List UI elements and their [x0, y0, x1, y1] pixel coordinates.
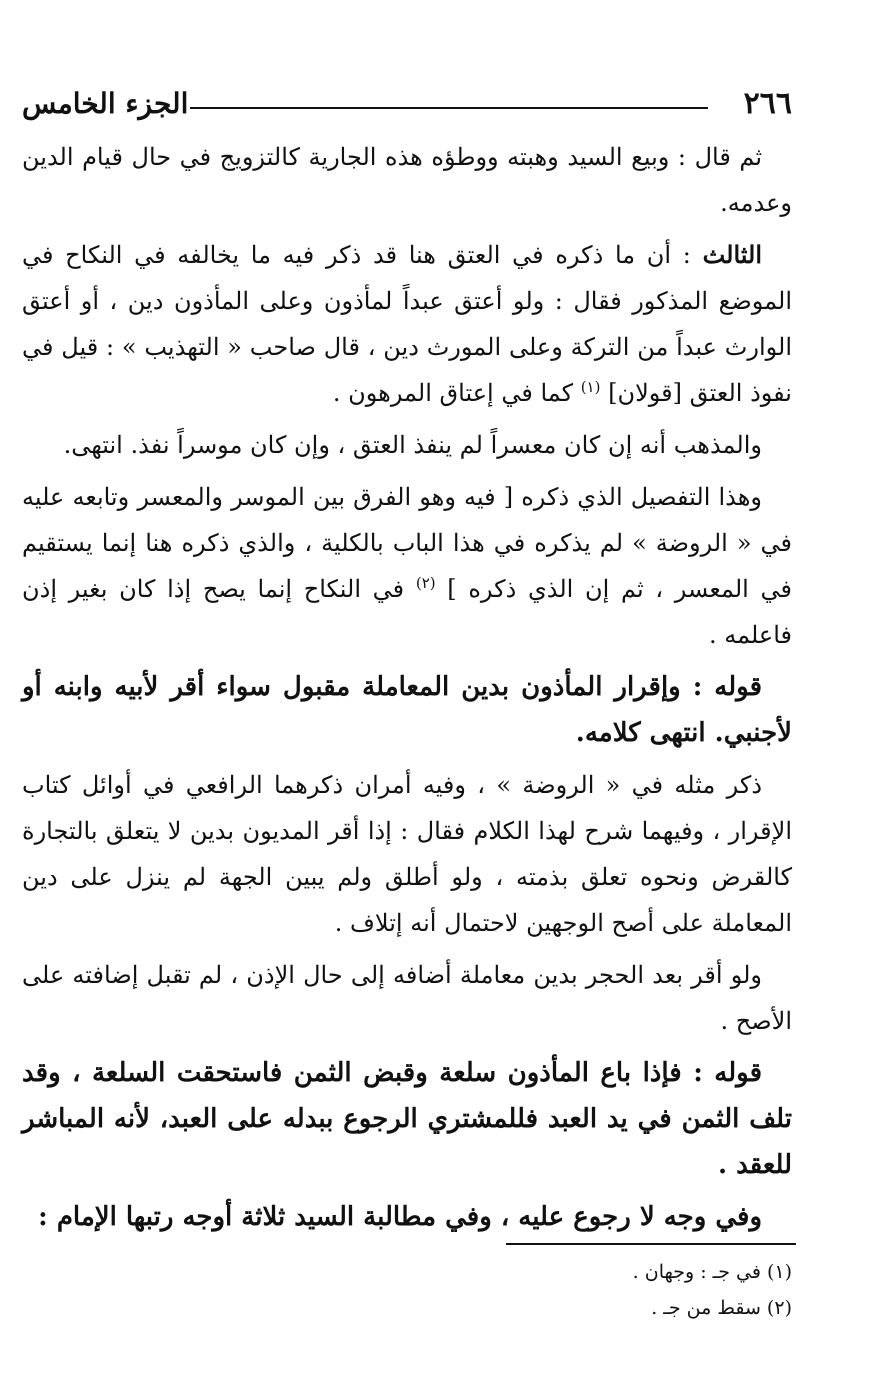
paragraph-text: قوله : فإذا باع المأذون سلعة وقبض الثمن فاستحقت السلعة ، وقد تلف الثمن في يد العبد فللمشتري الرجوع ببدله على العبد، لأنه المباشر للعقد . [22, 1058, 792, 1180]
paragraph-text: قوله : وإقرار المأذون بدين المعاملة مقبول سواء أقر لأبيه وابنه أو لأجنبي. انتهى كلامه. [22, 672, 792, 748]
book-page [22, 80, 792, 1246]
paragraph [22, 952, 792, 1044]
paragraph-lead: الثالث [702, 240, 762, 269]
page-header [22, 80, 792, 130]
quoted-statement [22, 664, 792, 756]
paragraph [22, 134, 792, 226]
paragraph-text: ولو أقر بعد الحجر بدين معاملة أضافه إلى حال الإذن ، لم تقبل إضافته على الأصح . [22, 961, 792, 1035]
paragraph [22, 762, 792, 946]
running-title: الجزء الخامس [22, 87, 189, 120]
paragraph-text: ثم قال : وبيع السيد وهبته ووطؤه هذه الجارية كالتزويج في حال قيام الدين وعدمه. [22, 143, 792, 217]
paragraph [22, 422, 792, 468]
paragraph-text: والمذهب أنه إن كان معسراً لم ينفذ العتق ، وإن كان موسراً نفذ. انتهى. [63, 431, 762, 459]
quoted-statement [22, 1050, 792, 1188]
paragraph-text: : أن ما ذكره في العتق هنا قد ذكر فيه ما يخالفه في النكاح في الموضع المذكور فقال : ولو أعتق عبداً لمأذون وعلى المأذون دين ، أو أعتق الوارث عبداً من التركة وعلى المورث دين ، قال صاحب « التهذيب » : قيل في نفوذ العتق [قولان] [22, 241, 792, 407]
footnotes [22, 1254, 792, 1326]
footnote-rule [506, 1243, 796, 1245]
paragraph [22, 474, 792, 658]
quoted-statement [22, 1194, 792, 1240]
paragraph-text: ذكر مثله في « الروضة » ، وفيه أمران ذكرهما الرافعي في أوائل كتاب الإقرار ، وفيهما شرح لهذا الكلام فقال : إذا أقر المديون بدين لا يتعلق بالتجارة كالقرض ونحوه تعلق بذمته ، ولو أطلق ولم يبين الجهة لم ينزل على دين المعاملة على أصح الوجهين لاحتمال أنه إتلاف . [22, 771, 793, 937]
header-rule [190, 107, 708, 109]
body-text [22, 134, 792, 1240]
paragraph [22, 232, 792, 416]
paragraph-text-after: في النكاح إنما يصح إذا كان بغير إذن فاعلمه . [22, 575, 792, 649]
paragraph-text: وفي وجه لا رجوع عليه ، وفي مطالبة السيد ثلاثة أوجه رتبها الإمام : [38, 1202, 762, 1232]
footnote-reference: (٢) [415, 574, 436, 592]
paragraph-text: وهذا التفصيل الذي ذكره [ فيه وهو الفرق بين الموسر والمعسر وتابعه عليه في « الروضة » لم يذكره في هذا الباب بالكلية ، والذي ذكره هنا إنما يستقيم في المعسر ، ثم إن الذي ذكره ] [22, 483, 792, 603]
footnote: (١) في جـ : وجهان . [632, 1261, 792, 1283]
paragraph-text-after: كما في إعتاق المرهون . [332, 379, 581, 407]
page-number: ٢٦٦ [743, 86, 792, 121]
footnote: (٢) سقط من جـ . [651, 1297, 792, 1319]
footnote-reference: (١) [580, 378, 601, 396]
